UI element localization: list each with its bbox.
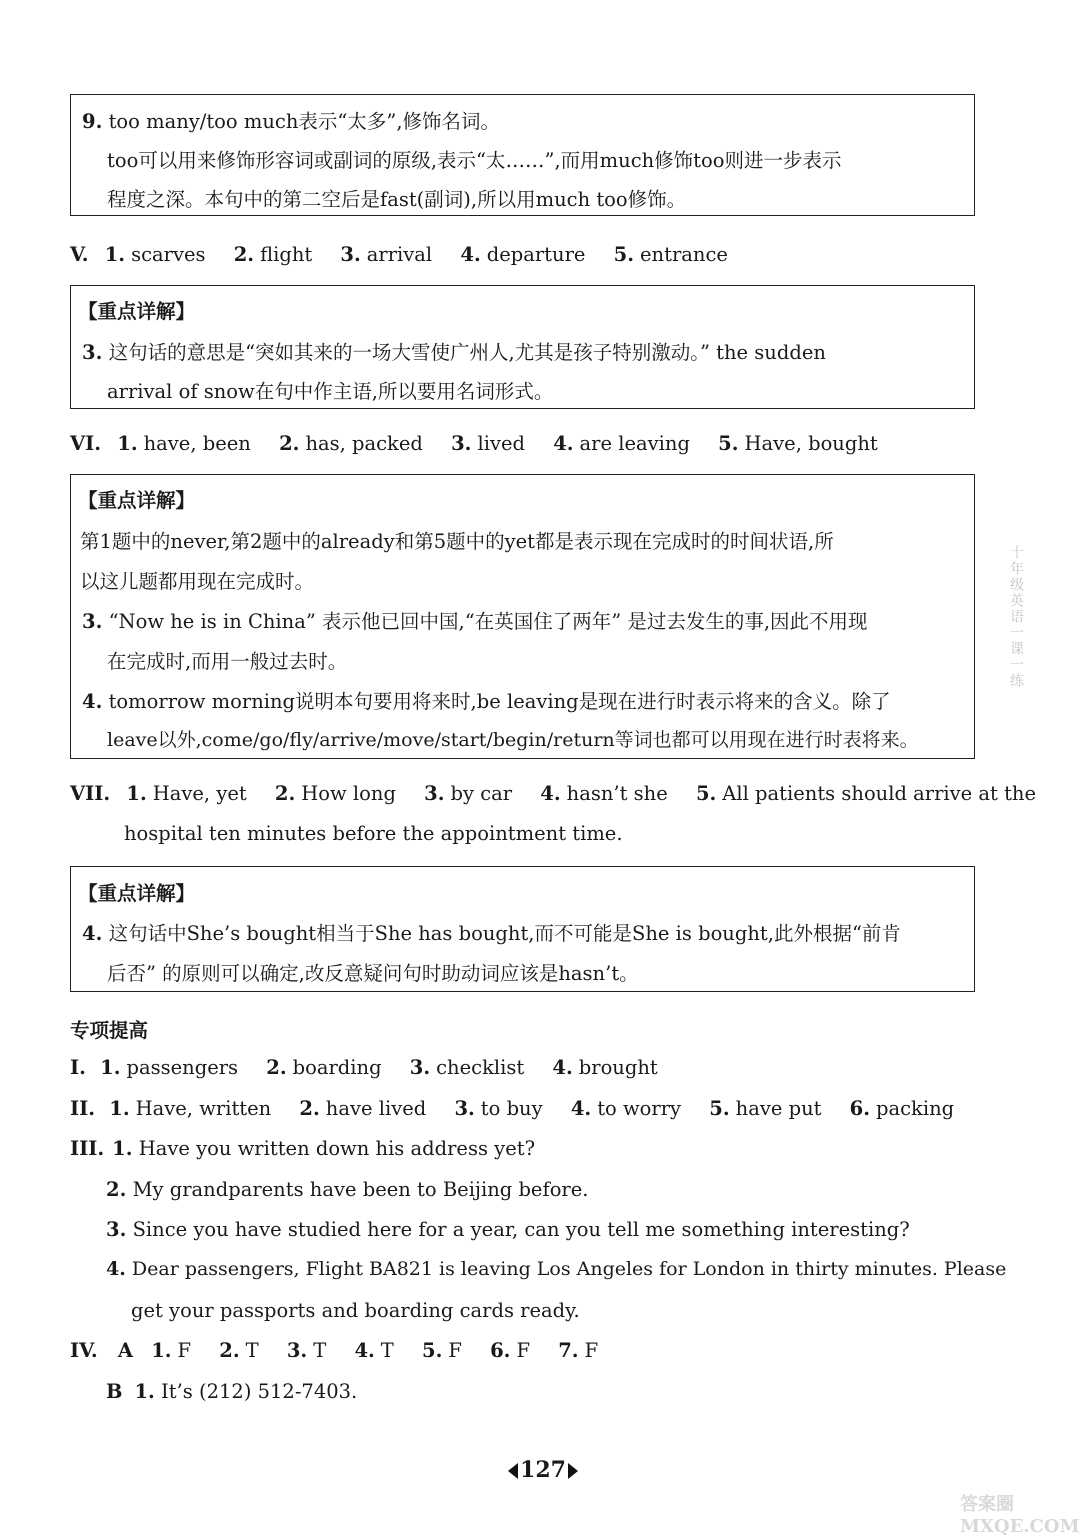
answers-s3-item-4: 4. Dear passengers, Flight BA821 is leaving Los Angeles for London in thirty minutes. Please — [106, 1258, 1007, 1280]
answer-item: 3. to buy — [454, 1097, 543, 1120]
box3-line-6: leave以外,come/go/fly/arrive/move/start/begin/return等词也都可以用现在进行时表将来。 — [107, 729, 919, 751]
answer-item: 5. entrance — [613, 243, 728, 266]
answer-item: 6. packing — [849, 1097, 955, 1120]
answer-item: 3. arrival — [340, 243, 433, 266]
answer-item: 2. have lived — [299, 1097, 427, 1120]
answer-item: 4. T — [354, 1339, 394, 1362]
section-label: V. — [70, 243, 89, 266]
section-label: VI. — [70, 432, 102, 455]
answers-s3-item-3: 3. Since you have studied here for a year, can you tell me something interesting? — [106, 1218, 910, 1241]
box1-item-number: 9. — [82, 110, 103, 133]
answer-item: 3. checklist — [409, 1056, 525, 1079]
answer-item: 1. Have, yet — [126, 782, 247, 805]
answer-item: 5. Have, bought — [718, 432, 878, 455]
box-heading: 【重点详解】 — [78, 882, 196, 905]
box3-line-1: 第1题中的never,第2题中的already和第5题中的yet都是表示现在完成时的时间状语,所 — [80, 530, 834, 553]
answers-vi — [70, 432, 900, 455]
answers-s2 — [70, 1097, 976, 1120]
answer-item: 5. All patients should arrive at the — [695, 782, 1037, 805]
answers-vii — [70, 782, 1036, 805]
box3-line-4: 在完成时,而用一般过去时。 — [107, 650, 348, 673]
section-label: VII. — [70, 782, 111, 805]
answer-item: 2. boarding — [266, 1056, 382, 1079]
answer-item: 1. scarves — [104, 243, 206, 266]
answers-v — [70, 243, 750, 266]
section-label: IV. — [70, 1339, 98, 1362]
answers-s3-item-2: 2. My grandparents have been to Beijing before. — [106, 1178, 589, 1201]
answer-item: 3. lived — [451, 432, 525, 455]
section-label: II. — [70, 1097, 96, 1120]
box-heading: 【重点详解】 — [78, 300, 196, 323]
answer-item: 4. hasn’t she — [540, 782, 668, 805]
part-label: A — [117, 1339, 133, 1362]
answer-item: 4. are leaving — [553, 432, 690, 455]
triangle-right-icon — [568, 1463, 578, 1479]
box-heading: 【重点详解】 — [78, 489, 196, 512]
answer-item: 4. brought — [552, 1056, 658, 1079]
answer-item: 5. F — [422, 1339, 462, 1362]
box1-line-3: 程度之深。本句中的第二空后是fast(副词),所以用much too修饰。 — [107, 188, 687, 211]
answers-s3-item-1: III. 1. Have you written down his address yet? — [70, 1137, 536, 1160]
box1-line-2: too可以用来修饰形容词或副词的原级,表示“太……”,而用much修饰too则进一步表示 — [107, 149, 842, 172]
triangle-left-icon — [508, 1463, 518, 1479]
box3-line-2: 以这儿题都用现在完成时。 — [80, 570, 315, 593]
answer-item: 3. T — [286, 1339, 327, 1362]
answer-item: 3. by car — [424, 782, 513, 805]
answer-item: 1. F — [151, 1339, 192, 1362]
box2-line-1: 3. 这句话的意思是“突如其来的一场大雪使广州人,尤其是孩子特别激动。” the sudden — [82, 341, 826, 364]
section-heading: 专项提高 — [70, 1019, 149, 1042]
box3-line-3: 3. “Now he is in China” 表示他已回中国,“在英国住了两年” 是过去发生的事,因此不用现 — [82, 610, 868, 633]
answer-item: 4. to worry — [570, 1097, 682, 1120]
answer-item: 7. F — [558, 1339, 599, 1362]
box4-line-2: 后否” 的原则可以确定,改反意疑问句时助动词应该是hasn’t。 — [107, 962, 639, 985]
answer-item: 2. How long — [274, 782, 396, 805]
box3-line-5: 4. tomorrow morning说明本句要用将来时,be leaving是现在进行时表示将来的含义。除了 — [82, 690, 891, 713]
page-number: 127 — [0, 1457, 1086, 1483]
box1-line-1 — [82, 106, 500, 134]
answers-s1 — [70, 1056, 680, 1079]
section-label: I. — [70, 1056, 86, 1079]
answer-item: 4. departure — [460, 243, 586, 266]
answers-s3-item-4-cont: get your passports and boarding cards ready. — [131, 1299, 580, 1322]
answer-item: 2. has, packed — [279, 432, 423, 455]
box2-line-2: arrival of snow在句中作主语,所以要用名词形式。 — [107, 380, 554, 403]
answer-item: 6. F — [490, 1339, 530, 1362]
answer-item: 1. Have, written — [109, 1097, 272, 1120]
answer-item: 1. have, been — [117, 432, 251, 455]
side-running-title: 十年级英语一课一练 — [1008, 545, 1024, 689]
box1-text-1: too many/too much表示“太多”,修饰名词。 — [108, 110, 501, 133]
answer-item: 2. T — [219, 1339, 259, 1362]
answers-s4-b: B 1. It’s (212) 512-7403. — [106, 1380, 358, 1403]
answer-item: 1. passengers — [100, 1056, 239, 1079]
answers-vii-continuation: hospital ten minutes before the appointment time. — [124, 822, 623, 845]
answer-item: 2. flight — [233, 243, 313, 266]
answer-item: 5. have put — [709, 1097, 822, 1120]
watermark: 答案圈 MXQE.COM — [960, 1494, 1080, 1537]
box4-line-1: 4. 这句话中She’s bought相当于She has bought,而不可能是She is bought,此外根据“前肯 — [82, 922, 901, 945]
answers-s4-a — [70, 1339, 620, 1362]
